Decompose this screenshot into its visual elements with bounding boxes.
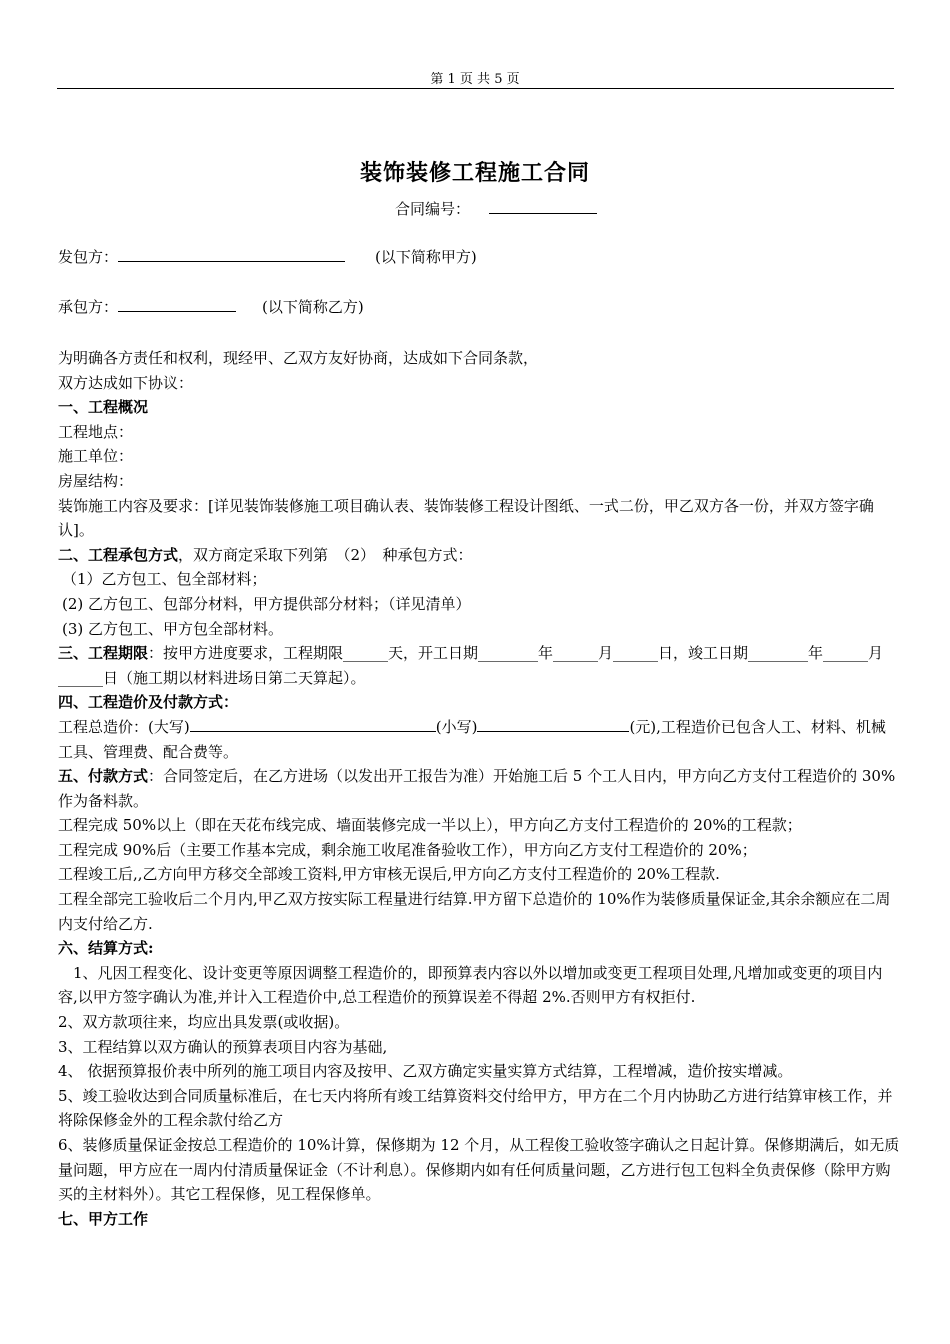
section-line: 装饰施工内容及要求：[详见装饰装修施工项目确认表、装饰装修工程设计图纸、一式二份，甲乙双方各一份，并双方签字确认]。	[58, 496, 874, 540]
section-line: 3、工程结算以双方确认的预算表项目内容为基础,	[58, 1037, 388, 1056]
section-line: 工程地点：	[58, 422, 134, 441]
party-b-line	[58, 296, 364, 317]
section-heading: 六、结算方式:	[58, 939, 154, 958]
contract-body	[58, 346, 900, 1231]
section-line: (2) 乙方包工、包部分材料，甲方提供部分材料；（详见清单）	[62, 594, 471, 613]
section-2-paragraph	[58, 543, 900, 568]
section-line: （1）乙方包工、包全部材料；	[62, 570, 267, 589]
section-text: ，双方商定采取下列第 （2） 种承包方式：	[178, 545, 473, 564]
intro-line: 为明确各方责任和权利，现经甲、乙双方友好协商，达成如下合同条款，	[58, 349, 539, 367]
party-a-blank	[118, 247, 345, 262]
section-line: 工程竣工后,,乙方向甲方移交全部竣工资料,甲方审核无误后,甲方向乙方支付工程造价的 20%工程款.	[58, 865, 720, 884]
party-b-blank	[118, 297, 236, 312]
header-rule	[57, 88, 894, 89]
contract-number	[395, 198, 597, 219]
section-line: 6、装修质量保证金按总工程造价的 10%计算，保修期为 12 个月，从工程俊工验收签字确认之日起计算。保修期满后，如无质量问题，甲方应在一周内付清质量保证金（不计利息）。保修期内如有任何质量问题，乙方进行包工包料全负责保修（除甲方购买的主材料外）。其它工程保修，见工程保修单。	[58, 1136, 900, 1204]
section-line: 1、凡因工程变化、设计变更等原因调整工程造价的，即预算表内容以外以增加或变更工程项目处理,凡增加或变更的项目内容,以甲方签字确认为准,并计入工程造价中,总工程造价的预算误差不得超 2%.否则甲方有权拒付.	[58, 963, 883, 1007]
section-text: ：按甲方进度要求，工程期限______天，开工日期________年______月______日，竣工日期________年______月______日（施工期以材料进场日第二天算起）。	[58, 644, 884, 687]
section-text: ：合同签定后，在乙方进场（以发出开工报告为准）开始施工后 5 个工人日内，甲方向乙方支付工程造价的 30%作为备料款。	[58, 767, 896, 810]
page-title: 装饰装修工程施工合同	[359, 160, 590, 186]
section-heading: 四、工程造价及付款方式：	[58, 693, 239, 712]
section-heading: 二、工程承包方式	[58, 545, 179, 564]
section-line: 工程全部完工验收后二个月内,甲乙双方按实际工程量进行结算.甲方留下总造价的 10%作为装修质量保证金,其余余额应在二周内支付给乙方.	[58, 890, 891, 933]
intro-line: 双方达成如下协议：	[58, 373, 194, 392]
section-line: (3) 乙方包工、甲方包全部材料。	[62, 619, 284, 638]
section-line: 施工单位：	[58, 447, 134, 466]
section-line: 5、竣工验收达到合同质量标准后，在七天内将所有竣工结算资料交付给甲方，甲方在二个月内协助乙方进行结算审核工作，并将除保修金外的工程余款付给乙方	[58, 1086, 893, 1130]
section-heading: 七、甲方工作	[58, 1209, 149, 1228]
party-a-line	[58, 246, 477, 267]
section-heading: 一、工程概况	[58, 398, 149, 417]
section-5-paragraph	[58, 764, 900, 813]
section-line: 2、双方款项往来，均应出具发票(或收据)。	[58, 1013, 350, 1032]
contract-number-blank	[489, 199, 597, 214]
section-line: 工程完成 50%以上（即在天花布线完成、墙面装修完成一半以上），甲方向乙方支付工程造价的 20%的工程款；	[58, 816, 802, 835]
section-text: 工程总造价：(大写)	[58, 717, 190, 736]
section-text: (小写)	[435, 717, 478, 736]
section-line: 4、 依据预算报价表中所列的施工项目内容及按甲、乙双方确定实量实算方式结算，工程增减，造价按实增减。	[58, 1062, 793, 1081]
section-3-paragraph	[58, 641, 900, 690]
contract-number-label: 合同编号：	[395, 200, 471, 218]
party-b-note: (以下简称乙方)	[262, 298, 364, 316]
section-heading: 五、付款方式	[58, 767, 149, 786]
section-4-paragraph	[58, 715, 900, 764]
page-header: 第 1 页 共 5 页	[430, 72, 520, 87]
party-a-note: (以下简称甲方)	[375, 248, 477, 266]
section-heading: 三、工程期限	[58, 644, 149, 663]
section-line: 工程完成 90%后（主要工作基本完成，剩余施工收尾准备验收工作），甲方向乙方支付工程造价的 20%；	[58, 840, 757, 859]
price-words-blank	[190, 717, 436, 732]
section-text: (元),工程造价已包含人工、材料、机械工具、管理费、配合费等。	[58, 717, 886, 761]
price-number-blank	[477, 717, 629, 732]
party-b-label: 承包方：	[58, 298, 119, 316]
section-line: 房屋结构：	[58, 471, 134, 490]
party-a-label: 发包方：	[58, 248, 119, 266]
